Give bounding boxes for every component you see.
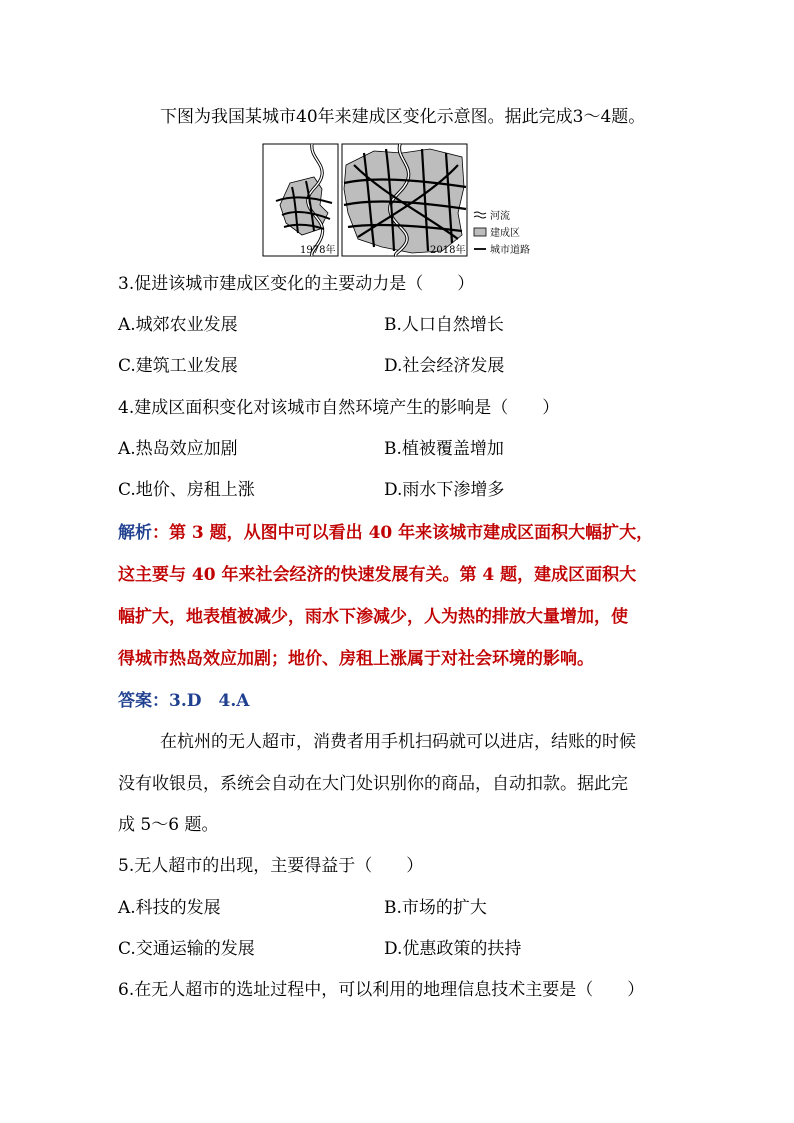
q4-option-b: B.植被覆盖增加: [384, 439, 504, 459]
q5-option-c: C.交通运输的发展: [118, 939, 255, 959]
legend-river-label: 河流: [490, 211, 510, 222]
analysis-label: 解析: [118, 523, 152, 543]
analysis-text-1: ：第 3 题，从图中可以看出 40 年来该城市建成区面积大幅扩大，: [152, 523, 654, 543]
map-legend: [474, 209, 530, 256]
built-area-map-figure: [262, 143, 542, 265]
q5-option-a: A.科技的发展: [118, 898, 221, 918]
intro-text-1: 下图为我国某城市40年来建成区变化示意图。据此完成3～4题。: [160, 107, 646, 127]
q6-stem: 6.在无人超市的选址过程中，可以利用的地理信息技术主要是（ ）: [118, 980, 645, 1000]
intro-text-2-line-2: 没有收银员，系统会自动在大门处识别你的商品，自动扣款。据此完: [118, 774, 628, 794]
answer-line: [118, 690, 249, 712]
year-label-2018: 2018年: [430, 245, 466, 256]
analysis-line-1: [118, 522, 653, 544]
q4-option-c: C.地价、房租上涨: [118, 480, 255, 500]
analysis-line-3: 幅扩大，地表植被减少，雨水下渗减少，人为热的排放大量增加，使: [118, 607, 628, 627]
answer-label: 答案：: [118, 691, 169, 711]
q4-option-d: D.雨水下渗增多: [384, 480, 505, 500]
legend-road-label: 城市道路: [490, 245, 530, 256]
q3-option-d: D.社会经济发展: [384, 356, 505, 376]
q5-stem: 5.无人超市的出现，主要得益于（ ）: [118, 856, 424, 876]
legend-built-area-label: 建成区: [490, 228, 520, 239]
q4-option-a: A.热岛效应加剧: [118, 439, 238, 459]
answer-value: 3.D 4.A: [169, 691, 250, 711]
intro-text-2-line-1: 在杭州的无人超市，消费者用手机扫码就可以进店，结账的时候: [160, 732, 636, 752]
q4-stem: 4.建成区面积变化对该城市自然环境产生的影响是（ ）: [118, 398, 560, 418]
q3-option-b: B.人口自然增长: [384, 315, 504, 335]
q3-option-c: C.建筑工业发展: [118, 356, 238, 376]
intro-text-2-line-3: 成 5～6 题。: [118, 815, 219, 835]
q3-option-a: A.城郊农业发展: [118, 315, 238, 335]
q5-option-b: B.市场的扩大: [384, 898, 487, 918]
analysis-line-2: 这主要与 40 年来社会经济的快速发展有关。第 4 题，建成区面积大: [118, 565, 637, 585]
q3-stem: 3.促进该城市建成区变化的主要动力是（ ）: [118, 274, 475, 294]
built-area-map: [262, 143, 542, 261]
year-label-1978: 1978年: [300, 245, 336, 256]
q5-option-d: D.优惠政策的扶持: [384, 939, 522, 959]
legend-river-icon: [474, 212, 486, 214]
analysis-line-4: 得城市热岛效应加剧；地价、房租上涨属于对社会环境的影响。: [118, 649, 594, 669]
legend-built-area-icon: [474, 228, 486, 236]
